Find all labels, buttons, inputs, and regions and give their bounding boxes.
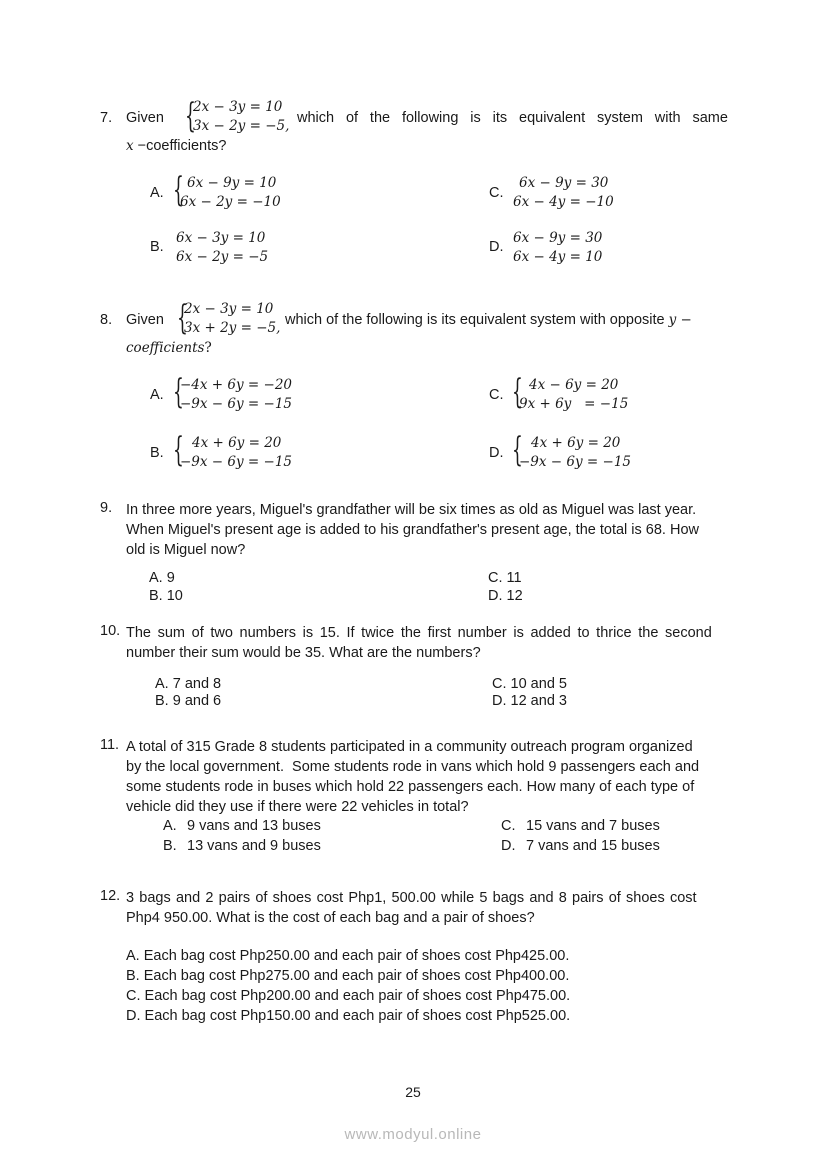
option-c[interactable]: C. 11	[488, 570, 522, 586]
question-lead: Given	[126, 312, 164, 328]
option-text: 13 vans and 9 buses	[187, 838, 321, 854]
option-label: D.	[501, 838, 516, 854]
option-b[interactable]: B. Each bag cost Php275.00 and each pair of shoes cost Php400.00.	[126, 968, 570, 984]
option-label: A.	[163, 818, 177, 834]
question-stem-line2: coefficients?	[126, 340, 212, 356]
watermark: www.modyul.online	[344, 1126, 482, 1143]
given-system: 2x − 3y = 10 3x − 2y = −5,	[193, 99, 290, 134]
question-stem: which of the following is its equivalent system with opposite y −	[285, 312, 692, 328]
option-label: C.	[501, 818, 516, 834]
question-number: 12.	[100, 888, 121, 904]
question-text: 3 bags and 2 pairs of shoes cost Php1, 500.00 while 5 bags and 8 pairs of shoes cost Php4 950.00. What is the cost of each bag and a pair of shoes?	[126, 890, 697, 926]
option-b[interactable]: B. 10	[149, 588, 183, 604]
question-text: The sum of two numbers is 15. If twice the first number is added to thrice the second number their sum would be 35. What are the numbers?	[126, 625, 712, 661]
option-label: D.	[489, 445, 504, 461]
question-number: 7.	[100, 110, 113, 126]
option-label: B.	[163, 838, 177, 854]
option-a[interactable]: A. 7 and 8	[155, 676, 222, 692]
option-text: 7 vans and 15 buses	[526, 838, 660, 854]
brace-icon: {	[173, 430, 184, 470]
option-d[interactable]: D. 12 and 3	[492, 693, 567, 709]
given-system: 2x − 3y = 10 3x + 2y = −5,	[184, 301, 281, 336]
question-number: 8.	[100, 312, 113, 328]
option-label: D.	[489, 239, 504, 255]
option-label: A.	[150, 185, 164, 201]
brace-icon: {	[185, 96, 196, 136]
question-stem: which of the following is its equivalent system with same	[297, 110, 728, 126]
question-text: In three more years, Miguel's grandfather will be six times as old as Miguel was last year. When Miguel's present age is added to his grandfather's present age, the total is 68. How old is Miguel now?	[126, 502, 699, 558]
question-number: 9.	[100, 500, 113, 516]
option-a[interactable]: A. Each bag cost Php250.00 and each pair of shoes cost Php425.00.	[126, 948, 570, 964]
brace-icon: {	[512, 430, 523, 470]
option-a[interactable]: A. 9	[149, 570, 175, 586]
option-label: C.	[489, 387, 504, 403]
option-text: 15 vans and 7 buses	[526, 818, 660, 834]
brace-icon: {	[512, 372, 523, 412]
option-label: A.	[150, 387, 164, 403]
brace-icon: {	[173, 372, 184, 412]
brace-icon: {	[173, 170, 184, 210]
question-number: 10.	[100, 623, 121, 639]
option-label: B.	[150, 445, 164, 461]
option-text: 9 vans and 13 buses	[187, 818, 321, 834]
brace-icon: {	[177, 298, 188, 338]
question-text: A total of 315 Grade 8 students participated in a community outreach program organized by the local government. Some students rode in vans which hold 9 passengers each and some students rode in buses which hold 22 passengers each. How many of each type of vehicle did they use if there were 22 vehicles in total?	[126, 739, 700, 815]
option-b[interactable]: B. 9 and 6	[155, 693, 222, 709]
option-label: C.	[489, 185, 504, 201]
option-label: B.	[150, 239, 164, 255]
option-c[interactable]: C. Each bag cost Php200.00 and each pair of shoes cost Php475.00.	[126, 988, 571, 1004]
option-d[interactable]: D. 12	[488, 588, 523, 604]
page-number: 25	[405, 1084, 421, 1100]
question-number: 11.	[100, 737, 120, 753]
option-d[interactable]: D. Each bag cost Php150.00 and each pair of shoes cost Php525.00.	[126, 1008, 571, 1024]
question-lead: Given	[126, 110, 164, 126]
question-stem-line2: x −coefficients?	[126, 138, 227, 154]
option-c[interactable]: C. 10 and 5	[492, 676, 567, 692]
